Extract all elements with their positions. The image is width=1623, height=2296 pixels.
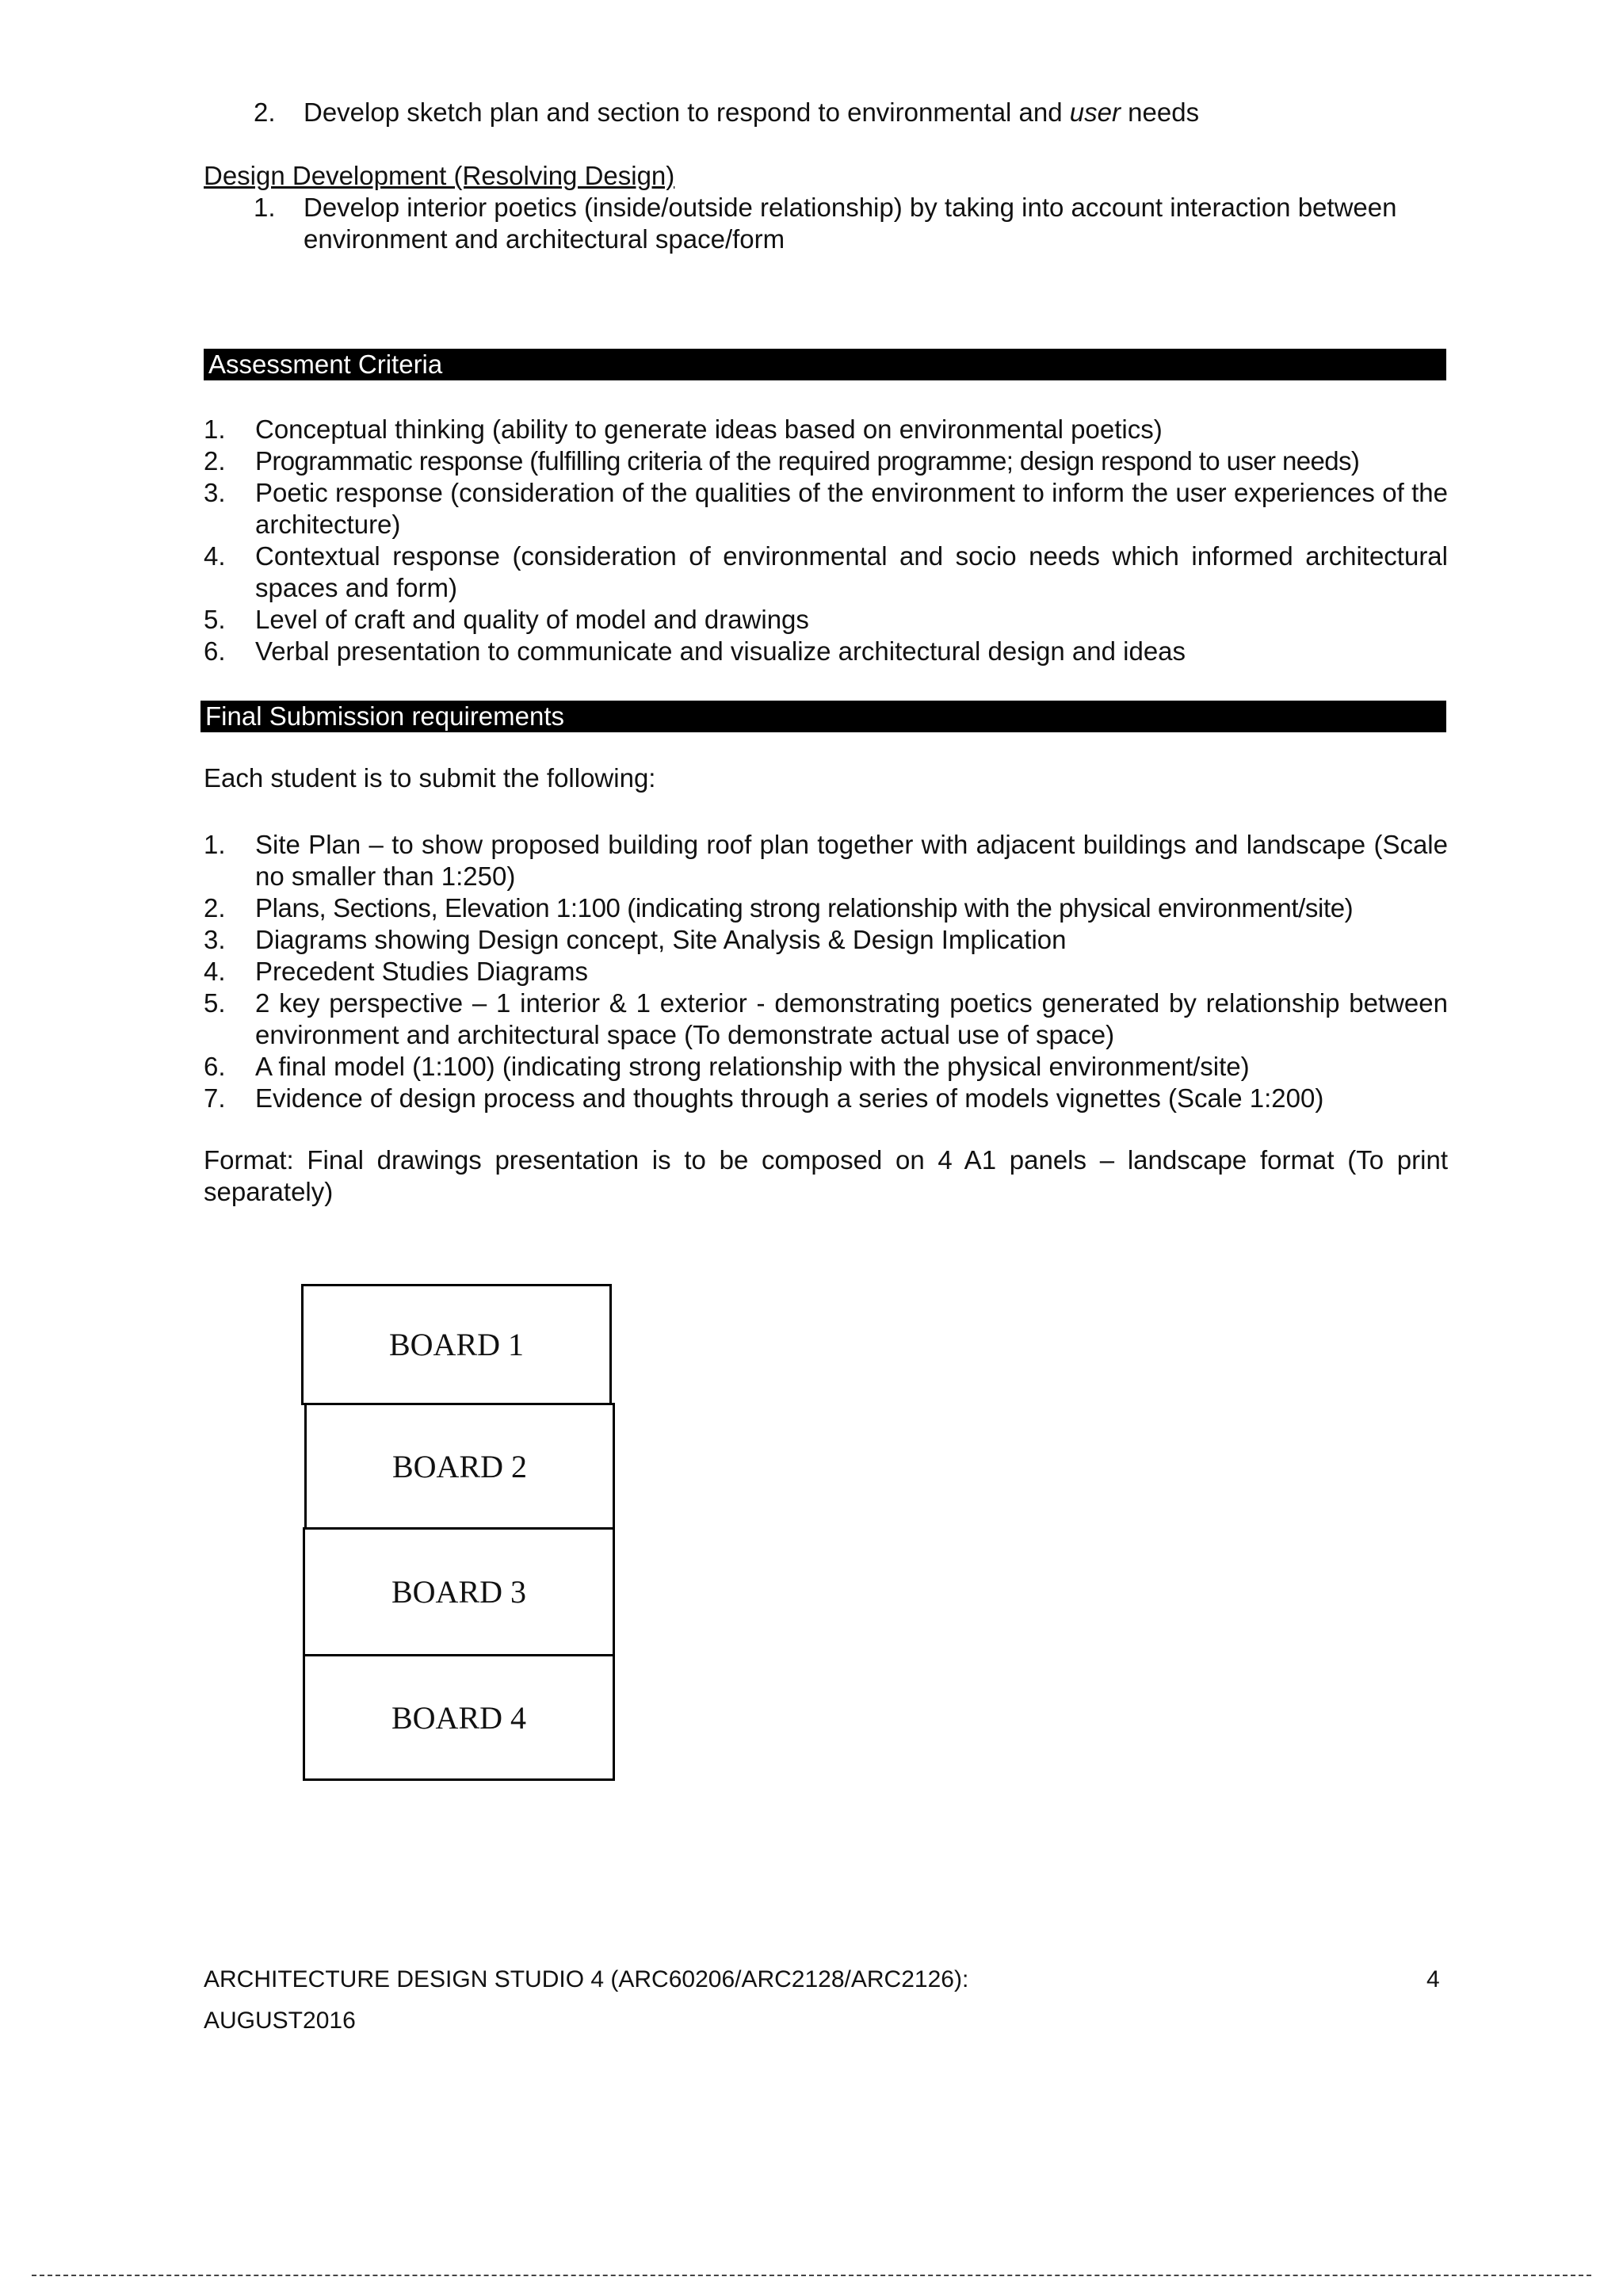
- footer-page-number: 4: [1426, 1966, 1440, 1992]
- board-1-label: BOARD 1: [388, 1327, 525, 1362]
- assessment-item-text: Conceptual thinking (ability to generate ideas based on environmental poetics): [255, 415, 1163, 444]
- top-item-text: [304, 97, 1199, 128]
- submission-item-text: Evidence of design process and thoughts through a series of models vignettes (Scale 1:200): [255, 1083, 1324, 1113]
- assessment-item-text: Poetic response (consideration of the qualities of the environment to inform the user experiences of the architecture): [255, 478, 1448, 539]
- top-item-text-before: Develop sketch plan and section to respond to environmental and: [304, 97, 1070, 127]
- submission-item-text: Site Plan – to show proposed building roof plan together with adjacent buildings and landscape (Scale no smaller than 1:250): [255, 830, 1448, 891]
- board-4-label: BOARD 4: [391, 1699, 527, 1736]
- submission-item-number: 6.: [204, 1052, 226, 1081]
- submission-item-number: 2.: [204, 893, 226, 923]
- assessment-item-number: 6.: [204, 636, 226, 666]
- assessment-criteria-header-bar: [204, 349, 1446, 380]
- assessment-item-number: 4.: [204, 541, 226, 571]
- assessment-item-text: Programmatic response (fulfilling criteria of the required programme; design respond to user needs): [255, 446, 1360, 476]
- design-development-item-text: Develop interior poetics (inside/outside relationship) by taking into account interaction between environment and architectural space/form: [304, 193, 1397, 254]
- assessment-item-number: 1.: [204, 415, 226, 444]
- submission-item-text: Plans, Sections, Elevation 1:100 (indicating strong relationship with the physical environment/site): [255, 893, 1354, 923]
- assessment-item-number: 3.: [204, 478, 226, 507]
- submission-item-number: 3.: [204, 925, 226, 954]
- top-item-text-italic: user: [1069, 97, 1121, 127]
- board-4-panel: [303, 1654, 615, 1781]
- submission-item-number: 5.: [204, 988, 226, 1018]
- board-3-panel: [303, 1527, 615, 1656]
- design-development-heading: Design Development (Resolving Design): [204, 161, 675, 190]
- footer-course-title: ARCHITECTURE DESIGN STUDIO 4 (ARC60206/ARC2128/ARC2126):: [204, 1966, 969, 1992]
- submission-item-text: 2 key perspective – 1 interior & 1 exterior - demonstrating poetics generated by relationship between environment and architectural space (To demonstrate actual use of space): [255, 988, 1448, 1049]
- assessment-item-number: 5.: [204, 605, 226, 634]
- assessment-item-text: Contextual response (consideration of environmental and socio needs which informed architectural spaces and form): [255, 541, 1448, 602]
- final-submission-heading: Final Submission requirements: [205, 701, 565, 731]
- assessment-item-number: 2.: [204, 446, 226, 476]
- top-item-text-after: needs: [1120, 97, 1200, 127]
- assessment-criteria-heading: Assessment Criteria: [208, 350, 443, 379]
- scan-bottom-rule: [32, 2275, 1591, 2276]
- format-paragraph: Format: Final drawings presentation is to be composed on 4 A1 panels – landscape format (To print separately): [204, 1145, 1448, 1206]
- assessment-item-text: Verbal presentation to communicate and visualize architectural design and ideas: [255, 636, 1186, 666]
- design-development-item-number: 1.: [254, 193, 276, 222]
- submission-item-text: A final model (1:100) (indicating strong relationship with the physical environment/site): [255, 1052, 1250, 1081]
- board-3-label: BOARD 3: [391, 1574, 527, 1610]
- submission-item-number: 4.: [204, 957, 226, 986]
- final-submission-header-bar: [200, 701, 1446, 732]
- board-1-panel: [301, 1284, 612, 1405]
- submission-intro: Each student is to submit the following:: [204, 763, 656, 793]
- submission-item-number: 1.: [204, 830, 226, 859]
- footer-date: AUGUST2016: [204, 2008, 356, 2034]
- assessment-item-text: Level of craft and quality of model and drawings: [255, 605, 809, 634]
- top-item-number: 2.: [254, 97, 276, 127]
- submission-item-text: Precedent Studies Diagrams: [255, 957, 589, 986]
- submission-item-number: 7.: [204, 1083, 226, 1113]
- board-2-label: BOARD 2: [391, 1448, 528, 1484]
- submission-item-text: Diagrams showing Design concept, Site Analysis & Design Implication: [255, 925, 1067, 954]
- board-2-panel: [304, 1403, 615, 1530]
